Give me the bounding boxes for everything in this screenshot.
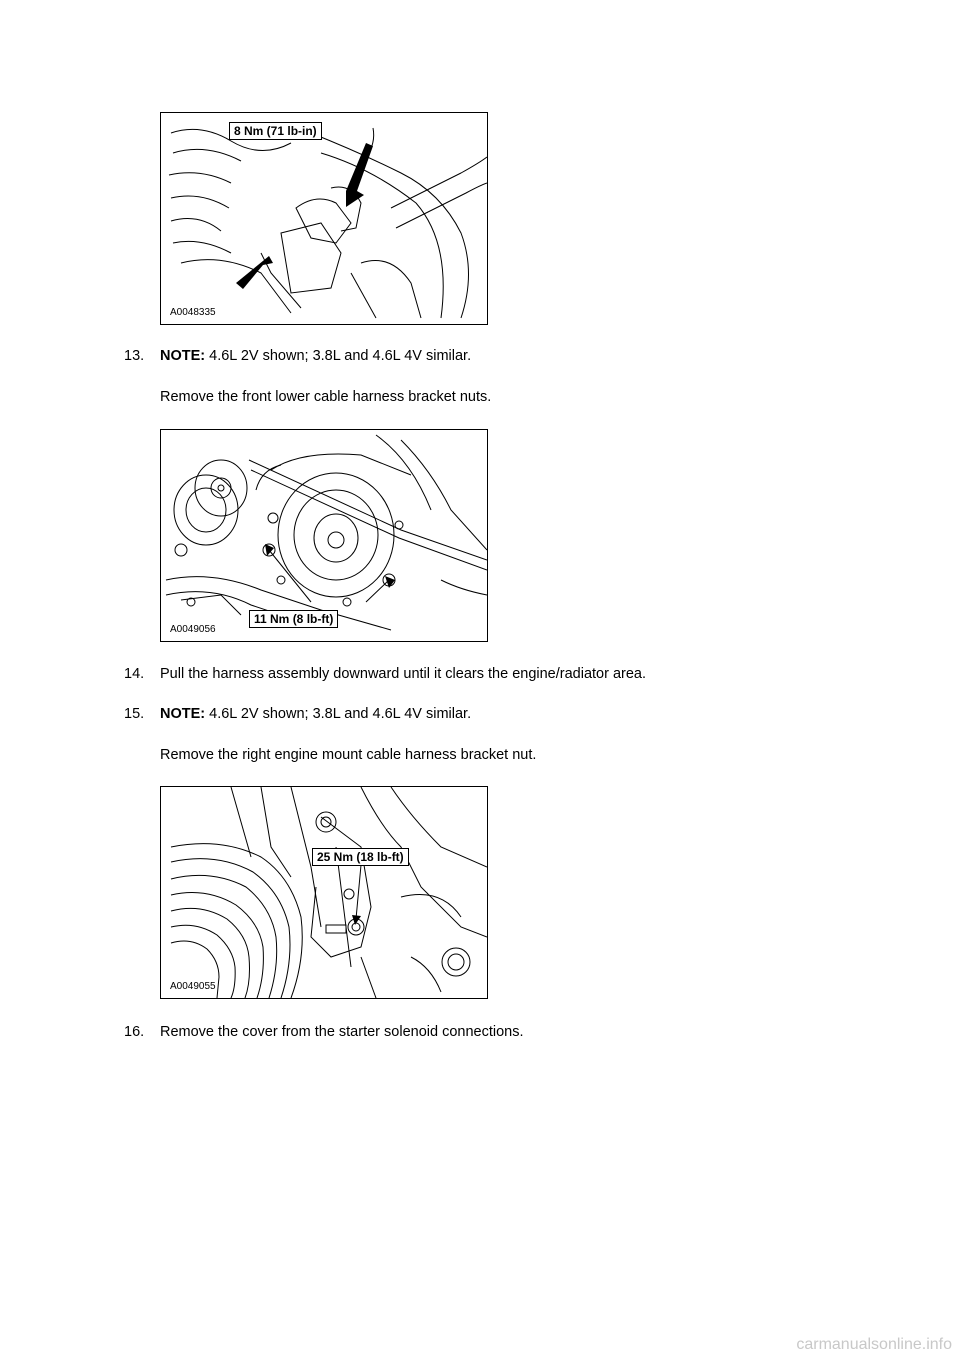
figure-id: A0048335 [170,307,216,318]
step-number: 13. [124,348,145,364]
note-text: 4.6L 2V shown; 3.8L and 4.6L 4V similar. [205,706,472,722]
step-number: 14. [124,666,145,682]
step-text: Remove the front lower cable harness bracket nuts. [160,389,492,405]
step-number: 15. [124,706,145,722]
torque-callout: 25 Nm (18 lb-ft) [312,848,409,866]
step-text: Pull the harness assembly downward until it clears the engine/radiator area. [160,666,647,682]
figure-connector [160,112,488,325]
watermark: carmanualsonline.info [796,1336,952,1353]
note-label: NOTE: [160,348,206,364]
step-note [160,347,900,365]
figure-id: A0049055 [170,981,216,992]
step-text: Remove the right engine mount cable harness bracket nut. [160,747,537,763]
note-label: NOTE: [160,706,206,722]
torque-callout: 8 Nm (71 lb-in) [229,122,322,140]
figure-engine-mount [160,786,488,999]
torque-callout: 11 Nm (8 lb-ft) [249,610,338,628]
note-text: 4.6L 2V shown; 3.8L and 4.6L 4V similar. [205,348,472,364]
step-number: 16. [124,1024,145,1040]
step-text: Remove the cover from the starter solenoid connections. [160,1024,524,1040]
illustration-connector [161,113,487,324]
figure-id: A0049056 [170,624,216,635]
figure-bracket-nuts [160,429,488,642]
illustration-engine-mount [161,787,487,998]
step-note [160,705,900,723]
